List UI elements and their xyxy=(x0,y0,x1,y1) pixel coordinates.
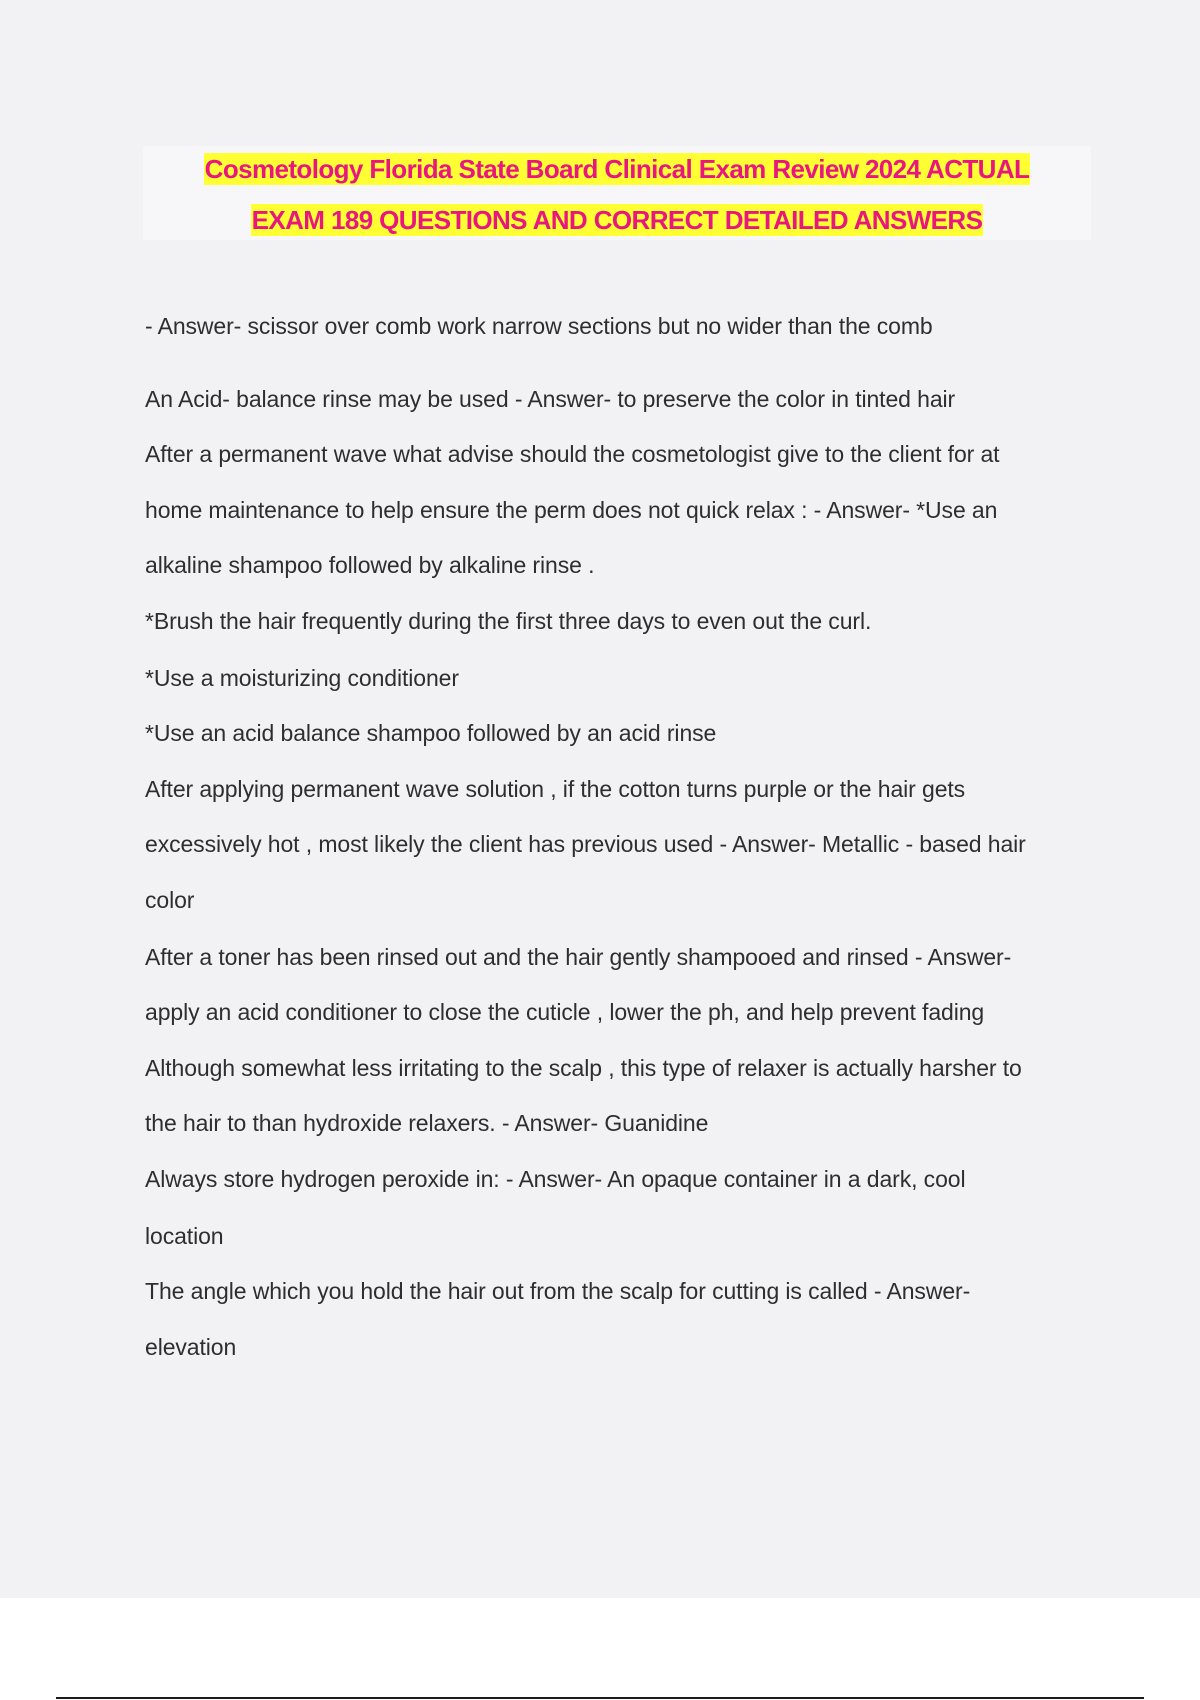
text-line: location xyxy=(145,1223,224,1249)
title-line-2-wrap xyxy=(143,197,1091,248)
text-line: *Use a moisturizing conditioner xyxy=(145,665,459,691)
text-line: After a permanent wave what advise should the cosmetologist give to the client for at xyxy=(145,441,1000,467)
text-line: alkaline shampoo followed by alkaline rinse . xyxy=(145,552,595,578)
text-line: - Answer- scissor over comb work narrow sections but no wider than the comb xyxy=(145,313,933,339)
text-line: *Brush the hair frequently during the first three days to even out the curl. xyxy=(145,608,872,634)
title-line-1-wrap xyxy=(143,146,1091,197)
text-line: the hair to than hydroxide relaxers. - Answer- Guanidine xyxy=(145,1110,709,1136)
text-line: excessively hot , most likely the client has previous used - Answer- Metallic - based hair xyxy=(145,831,1026,857)
text-line: home maintenance to help ensure the perm does not quick relax : - Answer- *Use an xyxy=(145,497,998,523)
text-line: Always store hydrogen peroxide in: - Answer- An opaque container in a dark, cool xyxy=(145,1166,966,1192)
footer-divider xyxy=(56,1697,1144,1699)
title-line-2: EXAM 189 QUESTIONS AND CORRECT DETAILED ANSWERS xyxy=(251,205,983,235)
text-line: An Acid- balance rinse may be used - Answer- to preserve the color in tinted hair xyxy=(145,386,956,412)
text-line: Although somewhat less irritating to the scalp , this type of relaxer is actually harsher to xyxy=(145,1055,1022,1081)
text-line: *Use an acid balance shampoo followed by an acid rinse xyxy=(145,720,717,746)
text-line: After applying permanent wave solution , if the cotton turns purple or the hair gets xyxy=(145,776,966,802)
text-line: elevation xyxy=(145,1334,237,1360)
text-line: The angle which you hold the hair out from the scalp for cutting is called - Answer- xyxy=(145,1278,971,1304)
text-line: color xyxy=(145,887,195,913)
text-line: After a toner has been rinsed out and the hair gently shampooed and rinsed - Answer- xyxy=(145,944,1012,970)
title-line-1: Cosmetology Florida State Board Clinical Exam Review 2024 ACTUAL xyxy=(204,154,1030,184)
document-title xyxy=(143,146,1091,240)
text-line: apply an acid conditioner to close the cuticle , lower the ph, and help prevent fading xyxy=(145,999,985,1025)
